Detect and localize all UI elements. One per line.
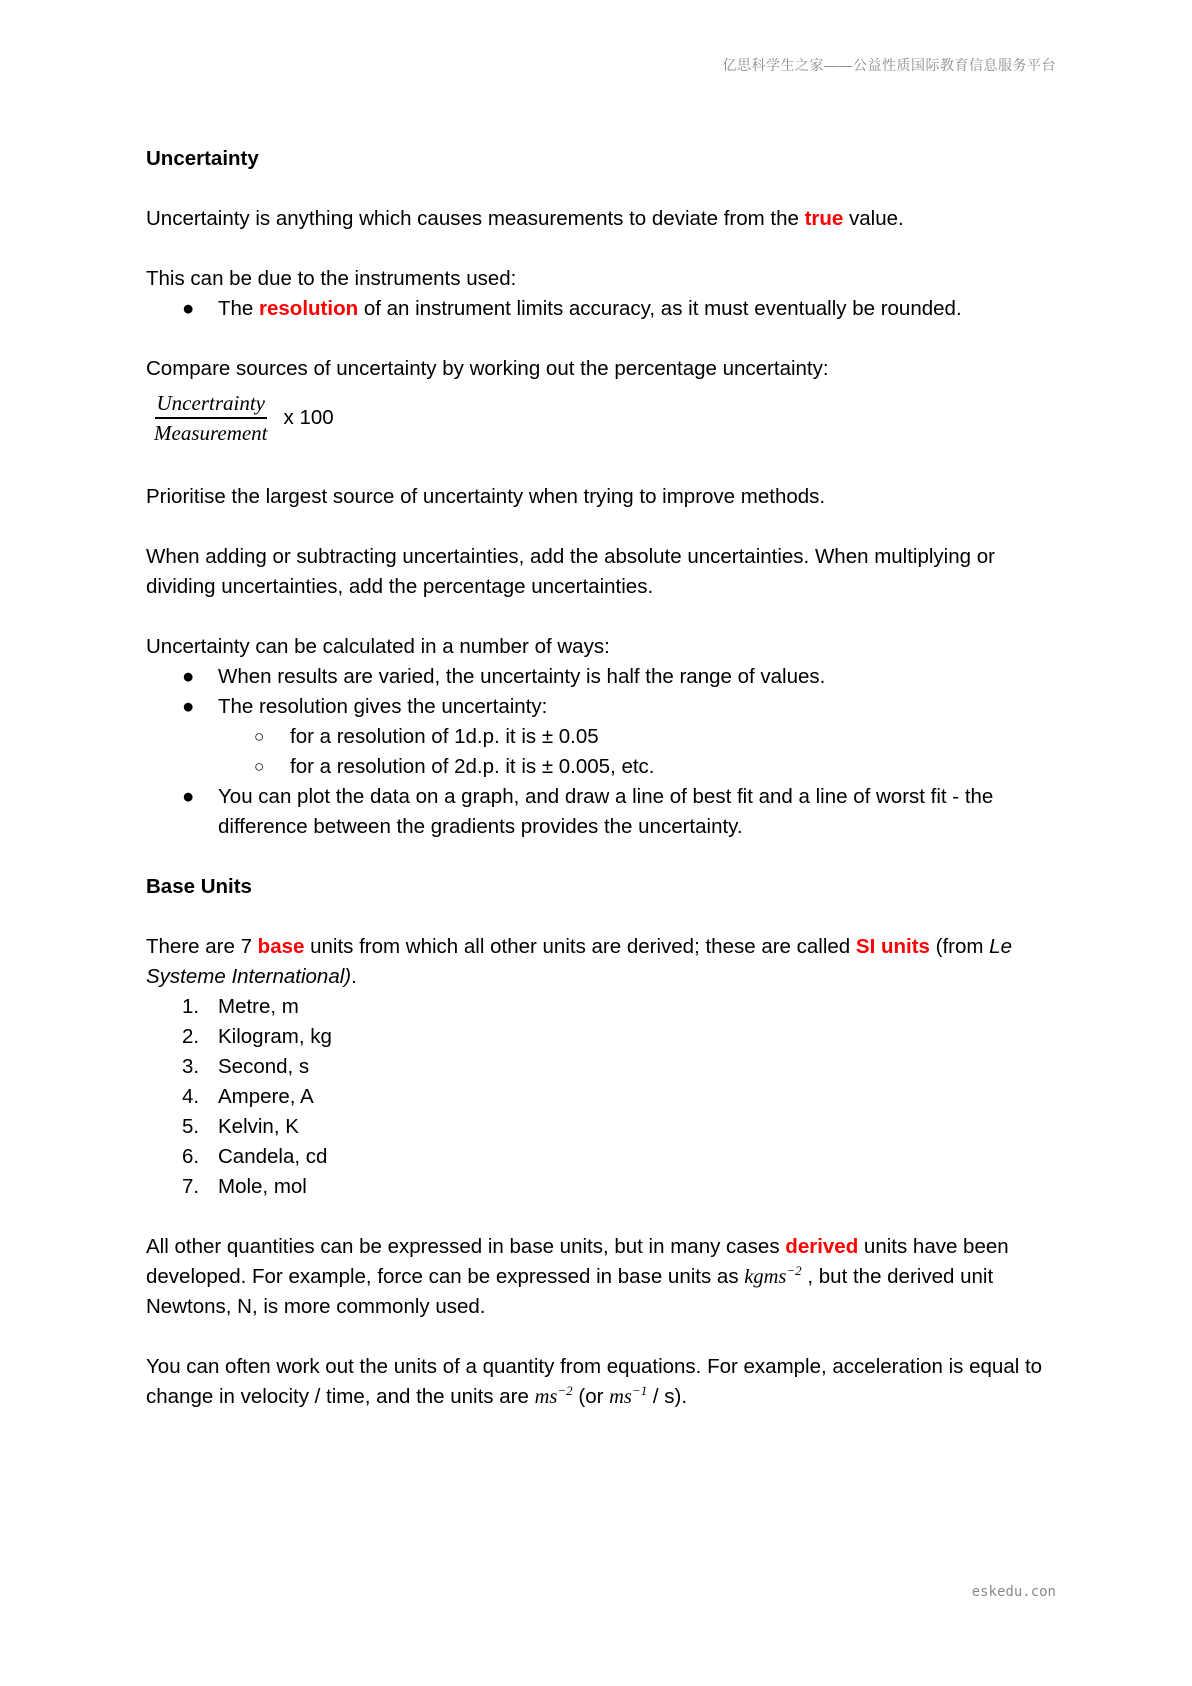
text: The [218,297,260,320]
paragraph-instruments: This can be due to the instruments used: [146,267,517,290]
highlight-base: base [257,935,305,958]
denominator: Measurement [154,421,268,445]
percentage-formula [154,388,1066,448]
math-base: kgms [744,1266,787,1288]
sub-bullet-marker: ○ [254,757,265,776]
text: for a resolution of 1d.p. it is ± 0.05 [290,725,599,748]
paragraph-equations [146,1352,1066,1412]
sub-bullet-marker: ○ [254,727,265,746]
text: units have been developed. For example, force can be expressed in base units as [146,1235,1009,1288]
text: Kilogram, kg [218,1025,332,1048]
text: units from which all other units are derived; these are called [304,935,856,958]
paragraph-derived-units [146,1232,1066,1322]
heading-base-units: Base Units [146,875,252,898]
text: You can plot the data on a graph, and draw a line of best fit and a line of worst fit - the difference between the gradients provides the uncertainty. [218,785,994,838]
numerator: Uncertrainty [155,391,267,419]
text: of an instrument limits accuracy, as it must eventually be rounded. [358,297,962,320]
text: . [351,965,357,988]
text: for a resolution of 2d.p. it is ± 0.005, etc. [290,755,655,778]
list-item [146,782,1066,842]
text: Mole, mol [218,1175,307,1198]
heading-uncertainty: Uncertainty [146,147,259,170]
text: When results are varied, the uncertainty is half the range of values. [218,665,826,688]
list-item [146,1142,1066,1172]
text: Metre, m [218,995,299,1018]
sub-list-item [146,722,1066,752]
page-header: 亿思科学生之家——公益性质国际教育信息服务平台 [722,57,1056,73]
bullet-marker: ● [182,665,195,688]
math-exponent: −2 [786,1263,802,1279]
list-number: 6. [182,1145,200,1168]
list-item [146,1052,1066,1082]
bullet-list-methods [146,662,1066,842]
italic-text: Le Systeme International) [146,935,1012,988]
list-item [146,992,1066,1022]
text: Kelvin, K [218,1115,299,1138]
math-base: ms [609,1386,632,1408]
text: (from [929,935,990,958]
list-number: 3. [182,1055,200,1078]
numbered-list-units [146,992,1066,1202]
bullet-marker: ● [182,785,195,808]
text: , but the derived unit Newtons, N, is more commonly used. [146,1265,994,1318]
bullet-marker: ● [182,297,195,320]
text: You can often work out the units of a quantity from equations. For example, acceleration is equal to change in velocity / time, and the units are [146,1355,1043,1408]
highlight-si-units: SI units [855,935,930,958]
paragraph-si-units [146,932,1066,992]
text: The resolution gives the uncertainty: [218,695,548,718]
multiplier: x 100 [283,406,334,429]
list-item [146,294,1066,324]
list-item [146,692,1066,722]
page-footer: eskedu.con [971,1584,1056,1600]
text: Ampere, A [218,1085,314,1108]
paragraph-calculated: Uncertainty can be calculated in a number of ways: [146,635,610,658]
list-number: 5. [182,1115,200,1138]
sub-list-item [146,752,1066,782]
text: Second, s [218,1055,310,1078]
math-exponent: −1 [631,1383,648,1399]
list-number: 7. [182,1175,200,1198]
text: All other quantities can be expressed in base units, but in many cases [146,1235,786,1258]
math-base: ms [534,1386,558,1408]
text: / s). [647,1385,688,1408]
paragraph-compare: Compare sources of uncertainty by working out the percentage uncertainty: [146,357,829,380]
highlight-true: true [804,207,844,230]
paragraph-adding: When adding or subtracting uncertainties, add the absolute uncertainties. When multiplying or dividing uncertainties, add the percentage uncertainties. [146,545,995,598]
paragraph-prioritise: Prioritise the largest source of uncertainty when trying to improve methods. [146,485,826,508]
math-ms-2 [534,1383,573,1408]
highlight-resolution: resolution [259,297,359,320]
math-exponent: −2 [557,1383,573,1399]
document-body [146,144,1066,1412]
list-item [146,1022,1066,1052]
text: Uncertainty is anything which causes measurements to deviate from the [146,207,805,230]
list-item [146,1082,1066,1112]
list-number: 2. [182,1025,200,1048]
fraction [154,391,268,445]
highlight-derived: derived [785,1235,859,1258]
list-item [146,662,1066,692]
paragraph-definition [146,204,1066,234]
math-kgms [744,1263,802,1288]
bullet-list-instruments [146,294,1066,324]
bullet-marker: ● [182,695,195,718]
list-item [146,1112,1066,1142]
list-item [146,1172,1066,1202]
text: Candela, cd [218,1145,328,1168]
list-number: 1. [182,995,200,1018]
list-number: 4. [182,1085,200,1108]
text: There are 7 [146,935,258,958]
text: value. [843,207,904,230]
math-ms-1 [609,1383,648,1408]
text: (or [572,1385,610,1408]
